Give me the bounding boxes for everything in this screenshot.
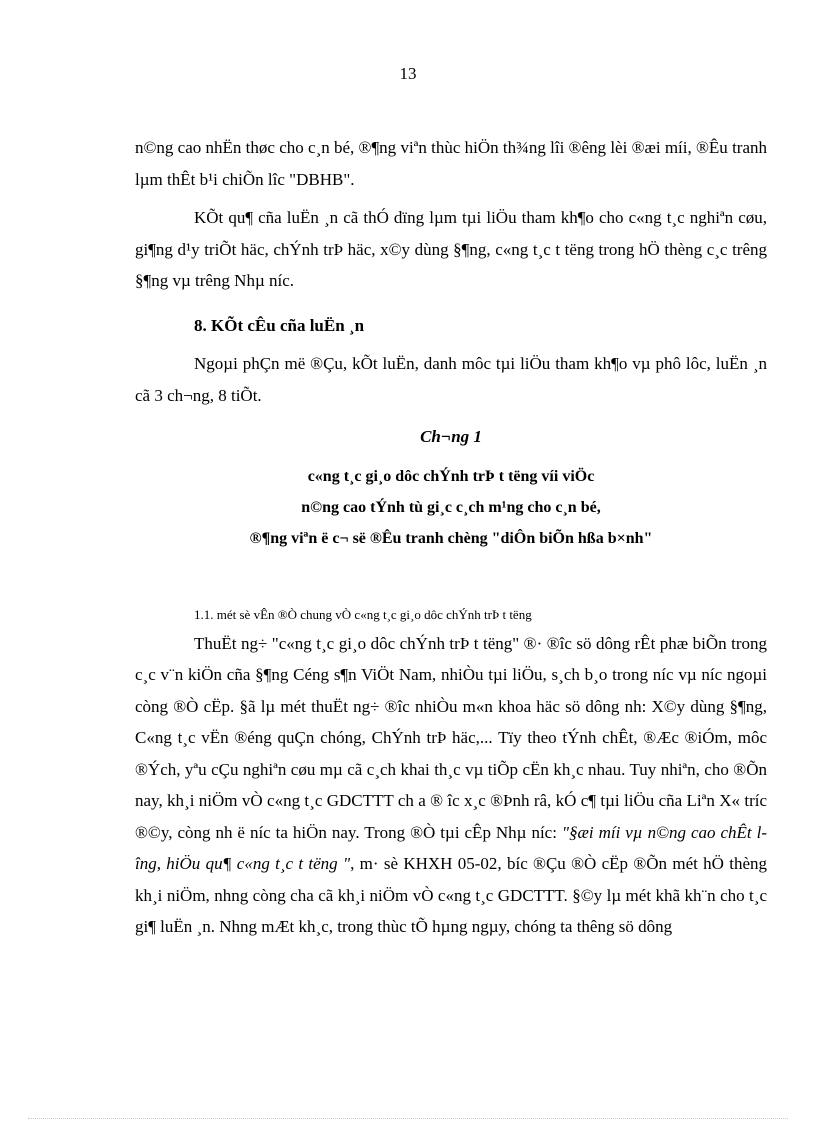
page-number: 13 (399, 64, 417, 83)
paragraph-terminology-continuation: , m· sè KHXH 05-02, bíc ®Çu ®Ò cËp ®Õn mét hÖ thèng kh¸i niÖm, nhng còng cha cã kh¸i niÖm vÒ c«ng t¸c GDCTTT. §©y lµ mét khã kh¨n cho t¸c gi¶ luËn ¸n. Nhng mÆt kh¸c, trong thùc tÕ hµng ngµy, chóng ta thêng sö dông (135, 854, 767, 936)
subsection-1-1-heading: 1.1. mét sè vÊn ®Ò chung vÒ c«ng t¸c gi¸o dôc chÝnh trÞ t tëng (194, 606, 532, 622)
paragraph-terminology (135, 628, 767, 943)
chapter-subtitle (135, 461, 767, 554)
paragraph-intro-continuation: n©ng cao nhËn thøc cho c¸n bé, ®¶ng viªn thùc hiÖn th¾ng lîi ®êng lèi ®æi míi, ®Êu tranh lµm thÊt b¹i chiÕn lîc "DBHB". (135, 138, 767, 189)
chapter-title: Ch¬ng 1 (420, 427, 482, 446)
chapter-subtitle-line-2: n©ng cao tÝnh tù gi¸c c¸ch m¹ng cho c¸n bé, (301, 498, 601, 516)
paragraph-results: KÕt qu¶ cña luËn ¸n cã thÓ dïng lµm tµi liÖu tham kh¶o cho c«ng t¸c nghiªn cøu, gi¶ng d¹y triÕt häc, chÝnh trÞ häc, x©y dùng §¶ng, c«ng t¸c t tëng trong hÖ thèng c¸c trêng §¶ng vµ trêng Nhµ níc. (135, 208, 767, 290)
document-body (135, 132, 767, 943)
project-title-quote: "§æi míi vµ n©ng cao chÊt lîng, hiÖu qu¶ c«ng t¸c t tëng " (135, 822, 767, 873)
chapter-subtitle-line-3: ®¶ng viªn ë c¬ së ®Êu tranh chèng "diÔn biÕn hßa b×nh" (249, 529, 653, 547)
section-8-heading: 8. KÕt cÊu cña luËn ¸n (194, 315, 365, 335)
paragraph-terminology-text: ThuËt ng÷ "c«ng t¸c gi¸o dôc chÝnh trÞ t tëng" ®· ®îc sö dông rÊt phæ biÕn trong c¸c v¨n kiÖn cña §¶ng Céng s¶n ViÖt Nam, nhiÒu tµi liÖu, s¸ch b¸o trong níc vµ níc ngoµi còng ®Ò cËp. §ã lµ mét thuËt ng÷ ®îc nhiÒu m«n khoa häc sö dông nh: X©y dùng §¶ng, C«ng t¸c vËn ®éng quÇn chóng, ChÝnh trÞ häc,... Tïy theo tÝnh chÊt, ®Æc ®iÓm, môc ®Ých, yªu cÇu nghiªn cøu mµ cã c¸ch khai th¸c vµ tiÕp cËn kh¸c nhau. Tuy nhiªn, cho ®Õn nay, kh¸i niÖm vÒ c«ng t¸c GDCTTT ch a ® îc x¸c ®Þnh râ, kÓ c¶ tµi liÖu cña Liªn X« tríc ®©y, còng nh ë níc ta hiÖn nay. Trong ®Ò tµi cÊp Nhµ níc: (135, 633, 767, 842)
page-bottom-divider (28, 1118, 788, 1119)
paragraph-structure: Ngoµi phÇn më ®Çu, kÕt luËn, danh môc tµi liÖu tham kh¶o vµ phô lôc, luËn ¸n cã 3 ch¬ng, 8 tiÕt. (135, 354, 767, 405)
chapter-subtitle-line-1: c«ng t¸c gi¸o dôc chÝnh trÞ t tëng víi viÖc (307, 467, 595, 485)
